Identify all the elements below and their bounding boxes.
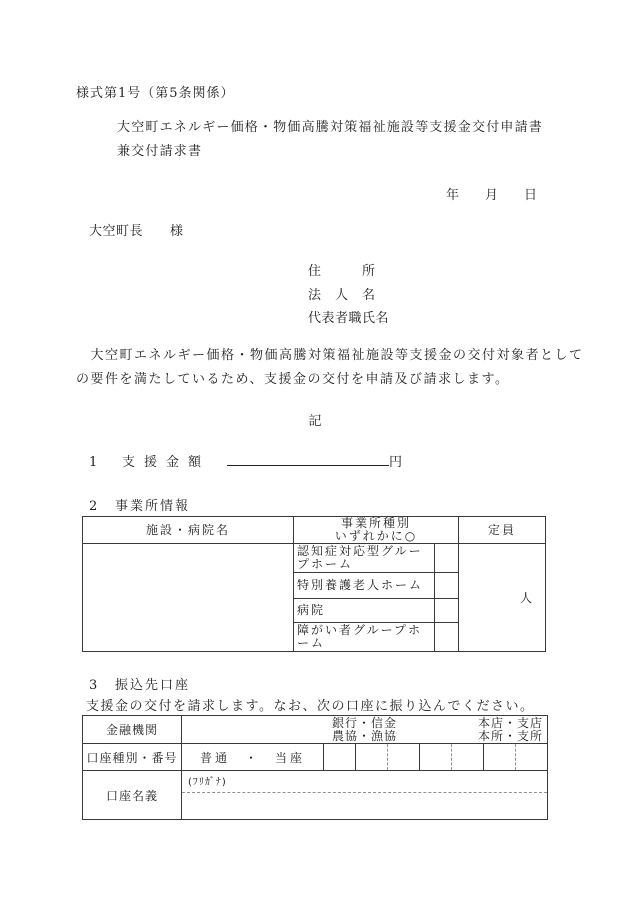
facility-info-table [82,516,546,652]
account-type-number-label: 口座種別・番号 [83,744,182,771]
bank-label: 金融機関 [83,716,182,744]
account-number-cells [324,744,548,771]
document-title-line1: 大空町エネルギー価格・物価高騰対策福祉施設等支援金交付申請書 [117,120,544,135]
bank-name-cell[interactable] [182,716,548,744]
representative-label: 代表者職氏名 [308,311,390,326]
account-number-cell-2[interactable] [355,744,387,770]
account-number-grid [324,744,547,770]
section3-note: 支援金の交付を請求します。なお、次の口座に振り込んでください。 [86,699,535,714]
section3-label: 振込先口座 [115,678,191,693]
capacity-header: 定員 [459,517,546,544]
furigana-label: (ﾌﾘｶﾞﾅ) [188,777,227,788]
amount-unit: 円 [389,455,403,470]
account-holder-cell [182,771,548,820]
facility-name-header: 施設・病院名 [83,517,294,544]
section2-number: 2 [89,499,98,514]
facility-type-header-line2: いずれかに○ [334,529,418,543]
section1-number: 1 [89,455,98,470]
facility-type-option-4: 障がい者グループホーム [294,623,435,652]
section1-label: 支援金額 [122,455,211,470]
section2-label: 事業所情報 [115,499,191,514]
section3-heading [89,674,190,693]
account-type-options[interactable]: 普通 ・ 当座 [182,744,324,771]
document-title-line2: 兼交付請求書 [117,144,203,159]
ki-heading: 記 [308,414,322,429]
date-line: 年 月 日 [445,188,537,203]
bank-options-line1: 銀行・信金 [332,716,398,730]
body-paragraph-line2: の要件を満たしているため、支援金の交付を申請及び請求します。 [76,372,510,387]
capacity-unit: 人 [520,591,534,605]
account-number-cell-6[interactable] [483,744,515,770]
facility-type-option-2: 特別養護老人ホーム [294,573,435,599]
account-number-cell-7[interactable] [515,744,547,770]
document-title [117,116,543,164]
section2-heading [89,495,190,514]
body-paragraph-line1: 大空町エネルギー価格・物価高騰対策福祉施設等支援金の交付対象者として [76,348,584,363]
account-number-cell-5[interactable] [451,744,483,770]
form-number: 様式第1号（第5条関係） [76,86,235,101]
facility-type-option-3: 病院 [294,599,435,623]
section1-amount-line [89,450,402,470]
facility-type-header [294,517,459,544]
body-paragraph [76,344,584,392]
type-circle-cell-2[interactable] [435,573,459,599]
facility-name-cell[interactable] [83,544,294,652]
bank-account-table [82,715,548,820]
bank-options-line2: 農協・漁協 [332,729,398,743]
account-number-cell-3[interactable] [387,744,419,770]
branch-options-line2: 本所・支所 [478,729,544,743]
facility-type-header-line1: 事業所種別 [341,516,412,530]
type-circle-cell-1[interactable] [435,544,459,573]
branch-options [478,717,543,743]
capacity-cell[interactable] [459,544,546,652]
account-holder-label: 口座名義 [83,771,182,820]
applicant-block [308,260,389,331]
account-number-cell-1[interactable] [324,744,355,770]
branch-options-line1: 本店・支店 [478,716,544,730]
addressee: 大空町長 様 [89,224,184,239]
corporation-label: 法 人 名 [308,287,376,303]
type-circle-cell-3[interactable] [435,599,459,623]
section3-number: 3 [89,678,98,693]
furigana-input-row[interactable] [182,771,547,793]
holder-name-input-row[interactable] [182,793,547,819]
amount-input-line[interactable] [227,450,389,466]
account-number-cell-4[interactable] [419,744,451,770]
address-label: 住 所 [308,264,376,279]
facility-type-option-1: 認知症対応型グループホーム [294,544,435,573]
type-circle-cell-4[interactable] [435,623,459,652]
